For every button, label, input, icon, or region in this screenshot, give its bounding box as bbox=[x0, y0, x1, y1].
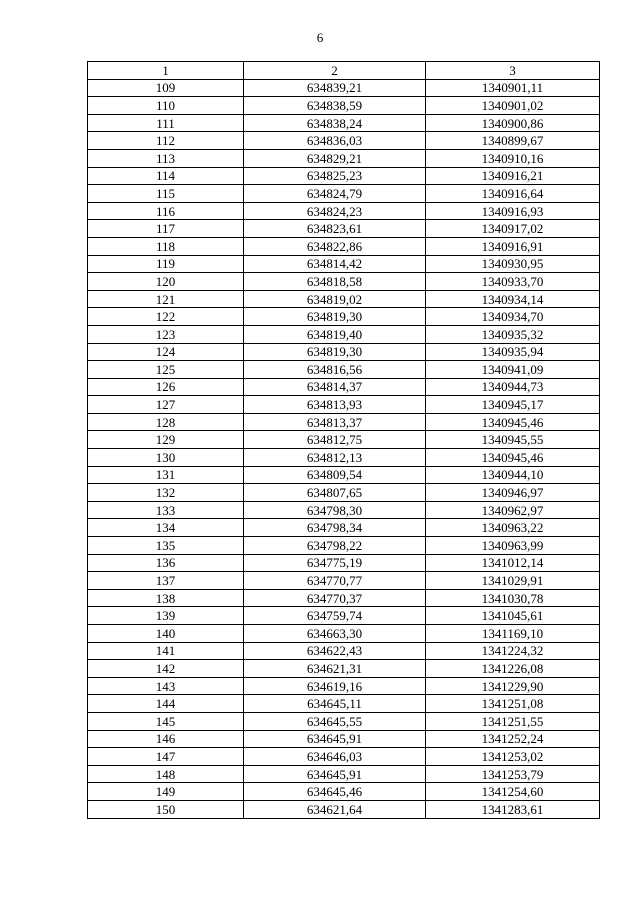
table-row bbox=[88, 149, 600, 167]
table-row bbox=[88, 449, 600, 467]
cell-x-coordinate: 634838,59 bbox=[244, 97, 426, 115]
table-row bbox=[88, 712, 600, 730]
table-row bbox=[88, 537, 600, 555]
column-header-point-number: 1 bbox=[88, 62, 244, 80]
table-row bbox=[88, 730, 600, 748]
cell-point-number: 142 bbox=[88, 660, 244, 678]
cell-x-coordinate: 634812,13 bbox=[244, 449, 426, 467]
column-header-x: 2 bbox=[244, 62, 426, 80]
cell-point-number: 124 bbox=[88, 343, 244, 361]
cell-x-coordinate: 634813,93 bbox=[244, 396, 426, 414]
cell-y-coordinate: 1340934,14 bbox=[426, 290, 600, 308]
cell-y-coordinate: 1340963,22 bbox=[426, 519, 600, 537]
cell-x-coordinate: 634621,64 bbox=[244, 800, 426, 818]
cell-x-coordinate: 634825,23 bbox=[244, 167, 426, 185]
cell-x-coordinate: 634824,79 bbox=[244, 185, 426, 203]
cell-x-coordinate: 634619,16 bbox=[244, 677, 426, 695]
table-row bbox=[88, 220, 600, 238]
cell-y-coordinate: 1341251,08 bbox=[426, 695, 600, 713]
cell-y-coordinate: 1340934,70 bbox=[426, 308, 600, 326]
cell-x-coordinate: 634819,30 bbox=[244, 343, 426, 361]
cell-y-coordinate: 1340945,46 bbox=[426, 449, 600, 467]
cell-x-coordinate: 634816,56 bbox=[244, 361, 426, 379]
table-row bbox=[88, 361, 600, 379]
cell-point-number: 119 bbox=[88, 255, 244, 273]
cell-y-coordinate: 1340935,32 bbox=[426, 325, 600, 343]
table-row bbox=[88, 290, 600, 308]
cell-x-coordinate: 634838,24 bbox=[244, 114, 426, 132]
cell-x-coordinate: 634814,37 bbox=[244, 378, 426, 396]
table-row bbox=[88, 132, 600, 150]
cell-point-number: 145 bbox=[88, 712, 244, 730]
cell-point-number: 137 bbox=[88, 572, 244, 590]
table-row bbox=[88, 378, 600, 396]
table-row bbox=[88, 625, 600, 643]
table-row bbox=[88, 466, 600, 484]
cell-point-number: 122 bbox=[88, 308, 244, 326]
cell-x-coordinate: 634645,11 bbox=[244, 695, 426, 713]
cell-point-number: 140 bbox=[88, 625, 244, 643]
cell-x-coordinate: 634775,19 bbox=[244, 554, 426, 572]
table-row bbox=[88, 167, 600, 185]
cell-point-number: 129 bbox=[88, 431, 244, 449]
cell-point-number: 149 bbox=[88, 783, 244, 801]
cell-x-coordinate: 634798,22 bbox=[244, 537, 426, 555]
cell-x-coordinate: 634829,21 bbox=[244, 149, 426, 167]
table-row bbox=[88, 308, 600, 326]
cell-y-coordinate: 1340916,91 bbox=[426, 237, 600, 255]
cell-point-number: 128 bbox=[88, 413, 244, 431]
cell-y-coordinate: 1340916,93 bbox=[426, 202, 600, 220]
cell-x-coordinate: 634809,54 bbox=[244, 466, 426, 484]
cell-point-number: 114 bbox=[88, 167, 244, 185]
cell-point-number: 126 bbox=[88, 378, 244, 396]
cell-point-number: 135 bbox=[88, 537, 244, 555]
cell-y-coordinate: 1340944,10 bbox=[426, 466, 600, 484]
cell-point-number: 146 bbox=[88, 730, 244, 748]
cell-x-coordinate: 634645,55 bbox=[244, 712, 426, 730]
cell-x-coordinate: 634819,02 bbox=[244, 290, 426, 308]
cell-point-number: 131 bbox=[88, 466, 244, 484]
cell-x-coordinate: 634759,74 bbox=[244, 607, 426, 625]
cell-point-number: 109 bbox=[88, 79, 244, 97]
cell-y-coordinate: 1340916,64 bbox=[426, 185, 600, 203]
table-row bbox=[88, 677, 600, 695]
cell-y-coordinate: 1340899,67 bbox=[426, 132, 600, 150]
table-row bbox=[88, 325, 600, 343]
cell-point-number: 138 bbox=[88, 589, 244, 607]
cell-x-coordinate: 634818,58 bbox=[244, 273, 426, 291]
table-row bbox=[88, 748, 600, 766]
cell-x-coordinate: 634646,03 bbox=[244, 748, 426, 766]
cell-point-number: 132 bbox=[88, 484, 244, 502]
cell-x-coordinate: 634823,61 bbox=[244, 220, 426, 238]
table-row bbox=[88, 572, 600, 590]
cell-x-coordinate: 634798,30 bbox=[244, 501, 426, 519]
cell-point-number: 115 bbox=[88, 185, 244, 203]
cell-y-coordinate: 1341169,10 bbox=[426, 625, 600, 643]
cell-y-coordinate: 1340901,02 bbox=[426, 97, 600, 115]
table-row bbox=[88, 501, 600, 519]
cell-x-coordinate: 634807,65 bbox=[244, 484, 426, 502]
table-row bbox=[88, 642, 600, 660]
cell-y-coordinate: 1340933,70 bbox=[426, 273, 600, 291]
cell-point-number: 127 bbox=[88, 396, 244, 414]
cell-point-number: 148 bbox=[88, 765, 244, 783]
cell-y-coordinate: 1340910,16 bbox=[426, 149, 600, 167]
cell-x-coordinate: 634814,42 bbox=[244, 255, 426, 273]
cell-x-coordinate: 634645,91 bbox=[244, 765, 426, 783]
cell-point-number: 120 bbox=[88, 273, 244, 291]
cell-y-coordinate: 1340900,86 bbox=[426, 114, 600, 132]
cell-y-coordinate: 1340941,09 bbox=[426, 361, 600, 379]
cell-x-coordinate: 634824,23 bbox=[244, 202, 426, 220]
table-row bbox=[88, 79, 600, 97]
cell-x-coordinate: 634798,34 bbox=[244, 519, 426, 537]
cell-x-coordinate: 634822,86 bbox=[244, 237, 426, 255]
table-row bbox=[88, 396, 600, 414]
page-number: 6 bbox=[316, 30, 324, 45]
cell-y-coordinate: 1340945,46 bbox=[426, 413, 600, 431]
cell-point-number: 125 bbox=[88, 361, 244, 379]
cell-y-coordinate: 1340946,97 bbox=[426, 484, 600, 502]
table-row bbox=[88, 255, 600, 273]
cell-y-coordinate: 1341029,91 bbox=[426, 572, 600, 590]
cell-point-number: 116 bbox=[88, 202, 244, 220]
table-row bbox=[88, 783, 600, 801]
table-row bbox=[88, 97, 600, 115]
cell-x-coordinate: 634663,30 bbox=[244, 625, 426, 643]
cell-y-coordinate: 1341253,02 bbox=[426, 748, 600, 766]
cell-y-coordinate: 1341252,24 bbox=[426, 730, 600, 748]
cell-point-number: 147 bbox=[88, 748, 244, 766]
cell-x-coordinate: 634770,77 bbox=[244, 572, 426, 590]
table-row bbox=[88, 114, 600, 132]
cell-point-number: 144 bbox=[88, 695, 244, 713]
table-row bbox=[88, 607, 600, 625]
column-header-y: 3 bbox=[426, 62, 600, 80]
coordinates-table bbox=[87, 61, 600, 819]
cell-y-coordinate: 1340916,21 bbox=[426, 167, 600, 185]
cell-y-coordinate: 1341012,14 bbox=[426, 554, 600, 572]
cell-point-number: 112 bbox=[88, 132, 244, 150]
cell-x-coordinate: 634622,43 bbox=[244, 642, 426, 660]
cell-y-coordinate: 1341224,32 bbox=[426, 642, 600, 660]
cell-y-coordinate: 1341030,78 bbox=[426, 589, 600, 607]
cell-point-number: 143 bbox=[88, 677, 244, 695]
cell-point-number: 130 bbox=[88, 449, 244, 467]
cell-y-coordinate: 1340962,97 bbox=[426, 501, 600, 519]
cell-y-coordinate: 1340963,99 bbox=[426, 537, 600, 555]
table-body bbox=[88, 79, 600, 818]
cell-x-coordinate: 634836,03 bbox=[244, 132, 426, 150]
cell-point-number: 110 bbox=[88, 97, 244, 115]
cell-point-number: 150 bbox=[88, 800, 244, 818]
cell-y-coordinate: 1340945,17 bbox=[426, 396, 600, 414]
cell-y-coordinate: 1341229,90 bbox=[426, 677, 600, 695]
table-row bbox=[88, 765, 600, 783]
cell-point-number: 134 bbox=[88, 519, 244, 537]
cell-x-coordinate: 634621,31 bbox=[244, 660, 426, 678]
cell-point-number: 111 bbox=[88, 114, 244, 132]
cell-x-coordinate: 634839,21 bbox=[244, 79, 426, 97]
cell-x-coordinate: 634645,46 bbox=[244, 783, 426, 801]
cell-y-coordinate: 1341283,61 bbox=[426, 800, 600, 818]
cell-y-coordinate: 1341226,08 bbox=[426, 660, 600, 678]
cell-x-coordinate: 634819,30 bbox=[244, 308, 426, 326]
table-row bbox=[88, 660, 600, 678]
table-row bbox=[88, 185, 600, 203]
cell-point-number: 121 bbox=[88, 290, 244, 308]
table-header-row bbox=[88, 62, 600, 80]
cell-y-coordinate: 1340935,94 bbox=[426, 343, 600, 361]
cell-point-number: 123 bbox=[88, 325, 244, 343]
cell-y-coordinate: 1340944,73 bbox=[426, 378, 600, 396]
cell-y-coordinate: 1341254,60 bbox=[426, 783, 600, 801]
cell-y-coordinate: 1341045,61 bbox=[426, 607, 600, 625]
cell-x-coordinate: 634813,37 bbox=[244, 413, 426, 431]
table-row bbox=[88, 800, 600, 818]
table-row bbox=[88, 695, 600, 713]
cell-point-number: 133 bbox=[88, 501, 244, 519]
table-row bbox=[88, 413, 600, 431]
cell-point-number: 136 bbox=[88, 554, 244, 572]
table-row bbox=[88, 237, 600, 255]
table-row bbox=[88, 202, 600, 220]
cell-y-coordinate: 1341251,55 bbox=[426, 712, 600, 730]
cell-point-number: 139 bbox=[88, 607, 244, 625]
table-row bbox=[88, 519, 600, 537]
cell-y-coordinate: 1340917,02 bbox=[426, 220, 600, 238]
table-row bbox=[88, 273, 600, 291]
cell-y-coordinate: 1340930,95 bbox=[426, 255, 600, 273]
cell-x-coordinate: 634819,40 bbox=[244, 325, 426, 343]
table-row bbox=[88, 554, 600, 572]
cell-y-coordinate: 1340901,11 bbox=[426, 79, 600, 97]
cell-x-coordinate: 634645,91 bbox=[244, 730, 426, 748]
cell-point-number: 118 bbox=[88, 237, 244, 255]
table-row bbox=[88, 589, 600, 607]
cell-point-number: 113 bbox=[88, 149, 244, 167]
cell-x-coordinate: 634812,75 bbox=[244, 431, 426, 449]
table-row bbox=[88, 431, 600, 449]
table-row bbox=[88, 484, 600, 502]
cell-point-number: 141 bbox=[88, 642, 244, 660]
cell-y-coordinate: 1341253,79 bbox=[426, 765, 600, 783]
cell-point-number: 117 bbox=[88, 220, 244, 238]
cell-x-coordinate: 634770,37 bbox=[244, 589, 426, 607]
cell-y-coordinate: 1340945,55 bbox=[426, 431, 600, 449]
table-row bbox=[88, 343, 600, 361]
